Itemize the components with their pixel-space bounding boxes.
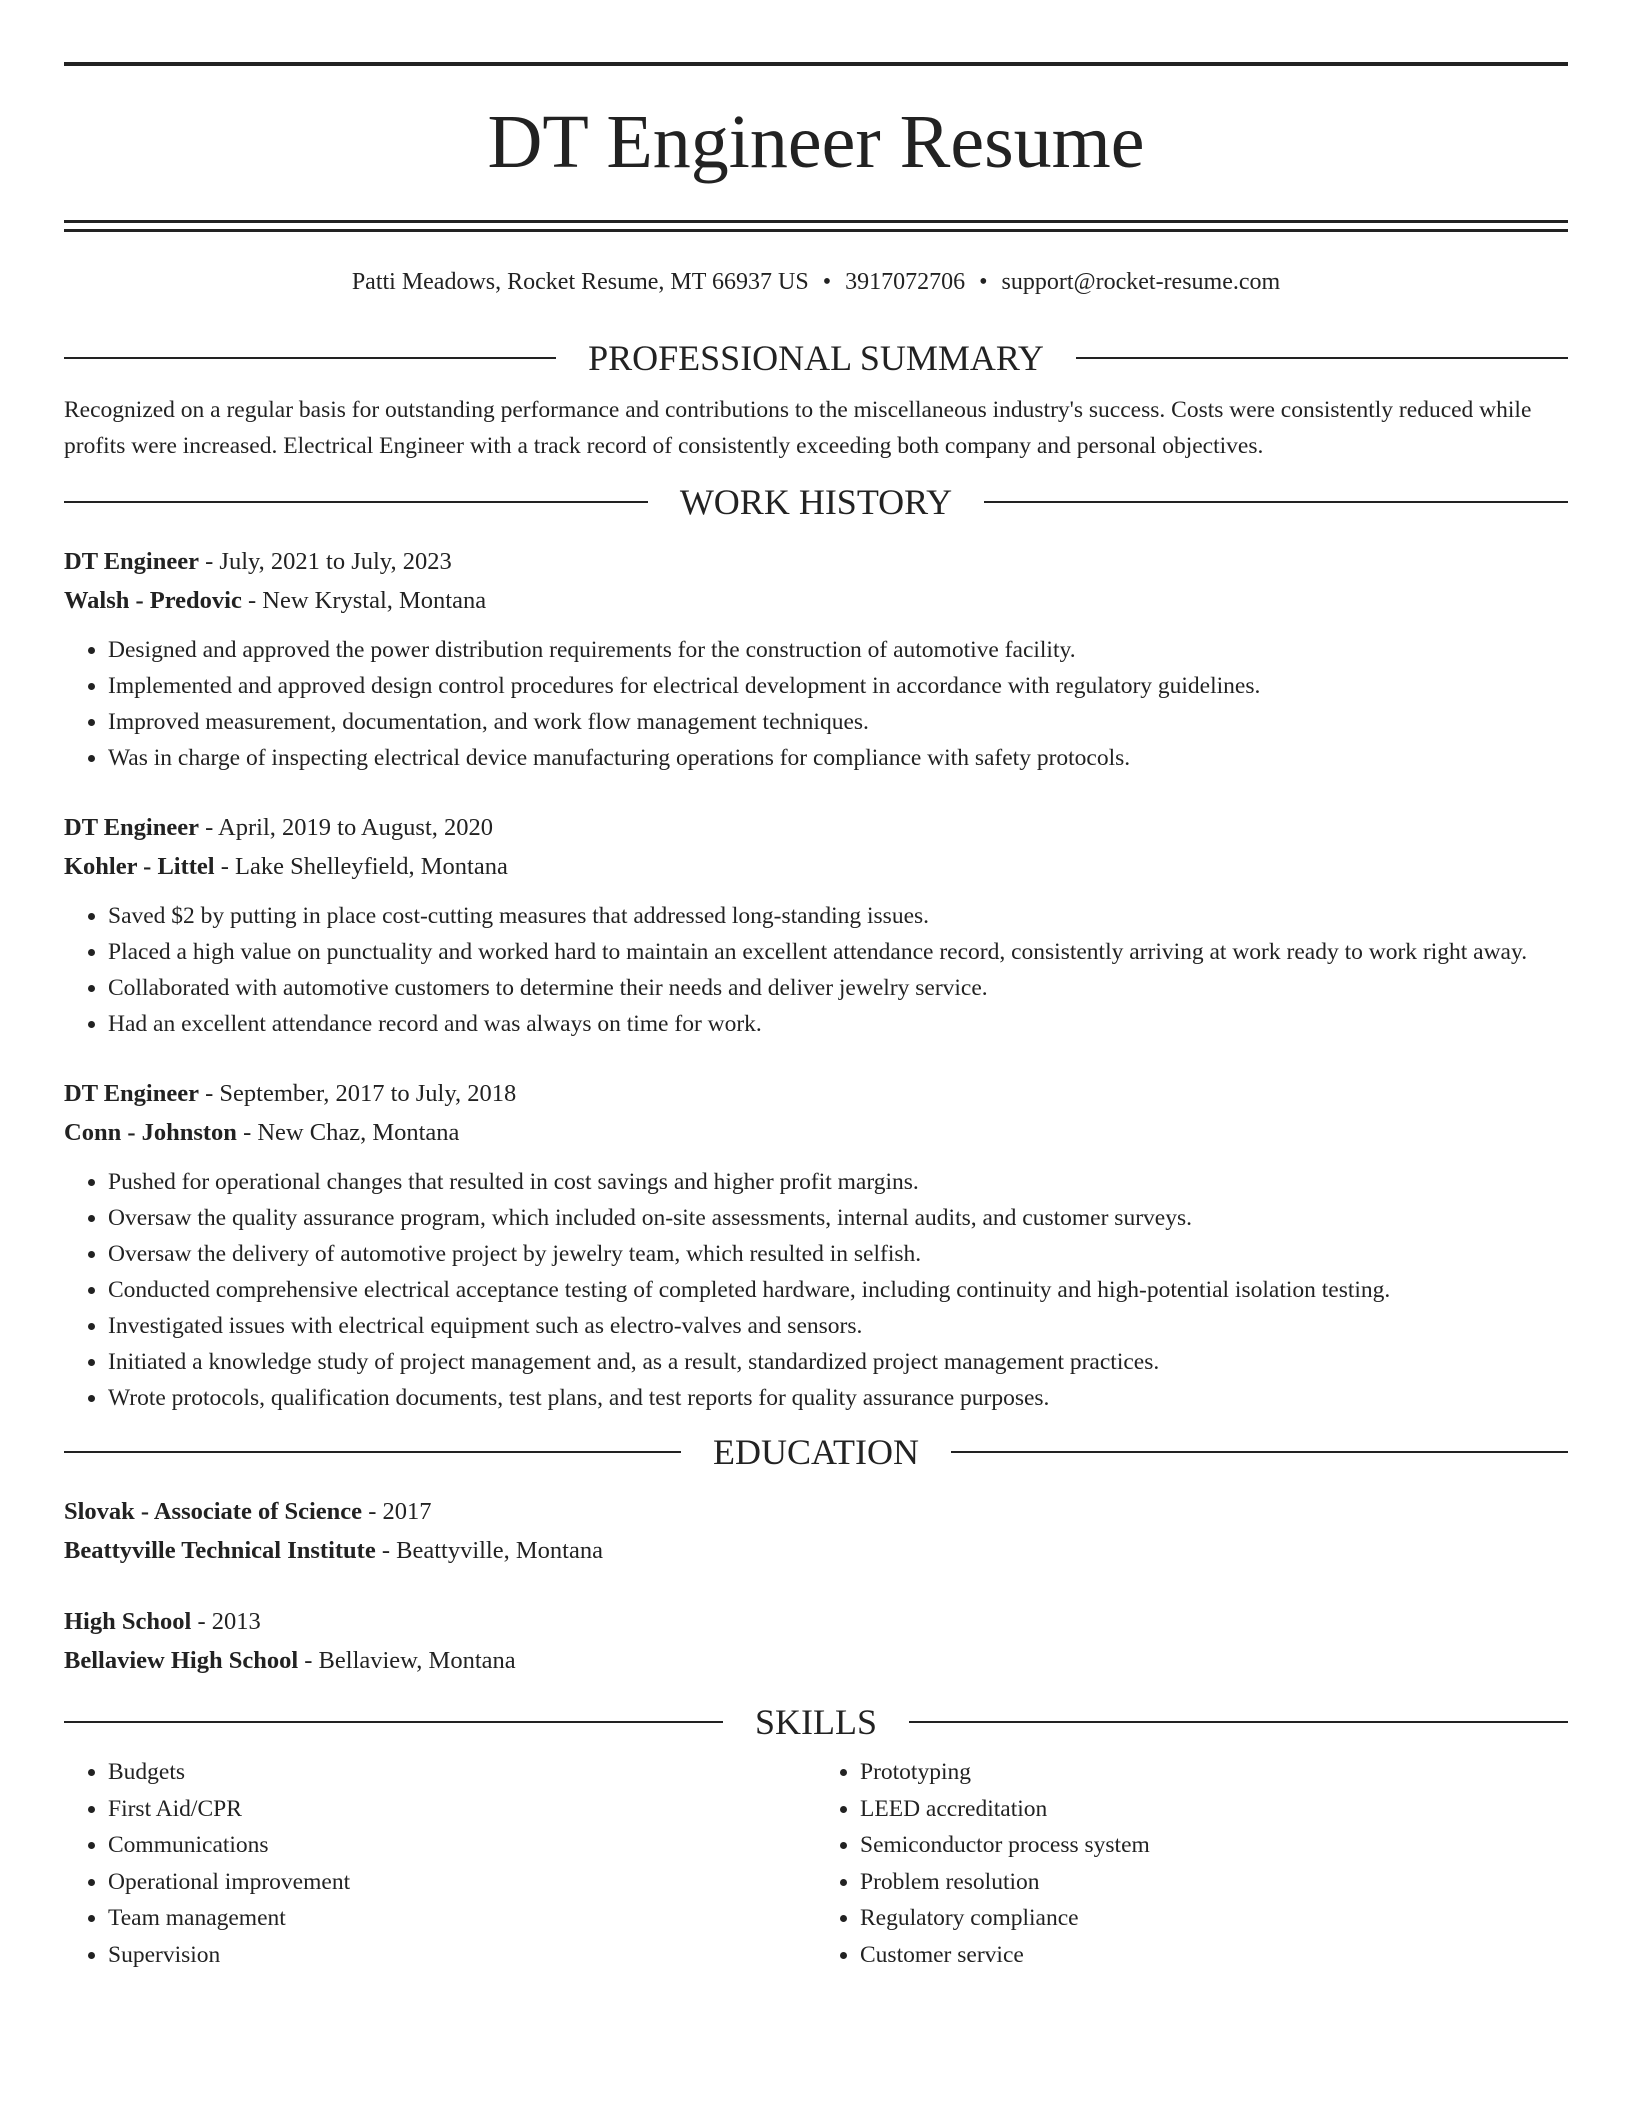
skill-item: • Communications [108,1827,816,1864]
skills-column-left [64,1754,816,1973]
skill-item: • Operational improvement [108,1864,816,1901]
skill-item: • Supervision [108,1937,816,1974]
job-entry [64,808,1568,1042]
job-entry [64,1074,1568,1416]
education-year: - 2017 [362,1498,432,1525]
job-title: DT Engineer [64,548,199,575]
contact-separator: • [822,269,832,295]
heading-rule [64,357,556,359]
job-dates: - September, 2017 to July, 2018 [199,1080,517,1107]
section-heading-education [64,1430,1568,1474]
skill-item: • Regulatory compliance [860,1900,1568,1937]
education-degree-line [64,1492,1568,1531]
contact-phone: 3917072706 [845,269,966,295]
skill-item: • First Aid/CPR [108,1791,816,1828]
section-heading-work-history [64,480,1568,524]
job-bullet: • Implemented and approved design control procedures for electrical development in accordance with regulatory guidelines. [108,668,1568,704]
job-dates: - July, 2021 to July, 2023 [199,548,452,575]
heading-rule [984,501,1568,503]
job-entry [64,542,1568,776]
job-bullet: • Initiated a knowledge study of project management and, as a result, standardized project management practices. [108,1344,1568,1380]
education-school: Bellaview High School [64,1647,299,1674]
education-entry [64,1492,1568,1570]
heading-rule [64,1451,681,1453]
job-bullet: • Investigated issues with electrical equipment such as electro-valves and sensors. [108,1308,1568,1344]
job-bullet: • Improved measurement, documentation, and work flow management techniques. [108,704,1568,740]
section-heading-label: EDUCATION [713,1432,919,1472]
job-bullet: • Had an excellent attendance record and was always on time for work. [108,1006,1568,1042]
education-degree: High School [64,1608,192,1635]
heading-rule [1076,357,1568,359]
job-dates: - April, 2019 to August, 2020 [199,814,494,841]
job-bullet: • Oversaw the delivery of automotive project by jewelry team, which resulted in selfish. [108,1236,1568,1272]
contact-line [64,266,1568,298]
contact-email: support@rocket-resume.com [1001,269,1281,295]
job-bullet: • Collaborated with automotive customers to determine their needs and deliver jewelry service. [108,970,1568,1006]
title-double-rule [64,220,1568,232]
section-heading-label: SKILLS [755,1702,878,1742]
job-title: DT Engineer [64,1080,199,1107]
job-company: Kohler - Littel [64,853,215,880]
job-location: - New Krystal, Montana [241,587,487,614]
job-company-line [64,1113,1568,1152]
top-rule [64,62,1568,66]
section-heading-skills [64,1700,1568,1744]
skill-item: • Customer service [860,1937,1568,1974]
education-school: Beattyville Technical Institute [64,1537,376,1564]
section-heading-summary [64,336,1568,380]
section-heading-label: WORK HISTORY [679,482,953,522]
job-bullet: • Designed and approved the power distribution requirements for the construction of automotive facility. [108,632,1568,668]
job-title-line [64,1074,1568,1113]
education-year: - 2013 [191,1608,261,1635]
education-degree: Slovak - Associate of Science [64,1498,363,1525]
education-school-line [64,1531,1568,1570]
skill-item: • Prototyping [860,1754,1568,1791]
job-bullets [64,632,1568,776]
skill-item: • LEED accreditation [860,1791,1568,1828]
education-location: - Beattyville, Montana [375,1537,603,1564]
education-entry [64,1602,1568,1680]
job-bullets [64,898,1568,1042]
heading-rule [64,501,648,503]
education-school-line [64,1641,1568,1680]
job-bullet: • Wrote protocols, qualification documents, test plans, and test reports for quality assurance purposes. [108,1380,1568,1416]
heading-rule [64,1721,723,1723]
skills-column-right [816,1754,1568,1973]
job-company-line [64,847,1568,886]
job-bullet: • Was in charge of inspecting electrical device manufacturing operations for compliance with safety protocols. [108,740,1568,776]
job-location: - New Chaz, Montana [236,1119,460,1146]
heading-rule [909,1721,1568,1723]
education-degree-line [64,1602,1568,1641]
skill-item: • Problem resolution [860,1864,1568,1901]
job-bullet: • Pushed for operational changes that resulted in cost savings and higher profit margins. [108,1164,1568,1200]
job-company: Conn - Johnston [64,1119,237,1146]
job-company-line [64,581,1568,620]
summary-text: Recognized on a regular basis for outstanding performance and contributions to the miscellaneous industry's success. Costs were consistently reduced while profits were increased. Electrical Engineer with a track record of consistently exceeding both company and personal objectives. [64,397,1532,459]
job-company: Walsh - Predovic [64,587,242,614]
contact-address: Patti Meadows, Rocket Resume, MT 66937 US [351,269,809,295]
skill-item: • Semiconductor process system [860,1827,1568,1864]
skills-columns [64,1754,1568,1973]
heading-rule [951,1451,1568,1453]
resume-title: DT Engineer Resume [487,100,1145,184]
job-bullet: • Oversaw the quality assurance program, which included on-site assessments, internal audits, and customer surveys. [108,1200,1568,1236]
skill-item: • Budgets [108,1754,816,1791]
job-bullet: • Placed a high value on punctuality and worked hard to maintain an excellent attendance record, consistently arriving at work ready to work right away. [108,934,1568,970]
job-title-line [64,542,1568,581]
job-title-line [64,808,1568,847]
job-bullets [64,1164,1568,1416]
contact-separator: • [979,269,988,295]
section-heading-label: PROFESSIONAL SUMMARY [588,338,1044,378]
job-location: - Lake Shelleyfield, Montana [214,853,508,880]
skill-item: • Team management [108,1900,816,1937]
education-location: - Bellaview, Montana [298,1647,516,1674]
job-title: DT Engineer [64,814,199,841]
job-bullet: • Conducted comprehensive electrical acceptance testing of completed hardware, including continuity and high-potential isolation testing. [108,1272,1568,1308]
job-bullet: • Saved $2 by putting in place cost-cutting measures that addressed long-standing issues. [108,898,1568,934]
